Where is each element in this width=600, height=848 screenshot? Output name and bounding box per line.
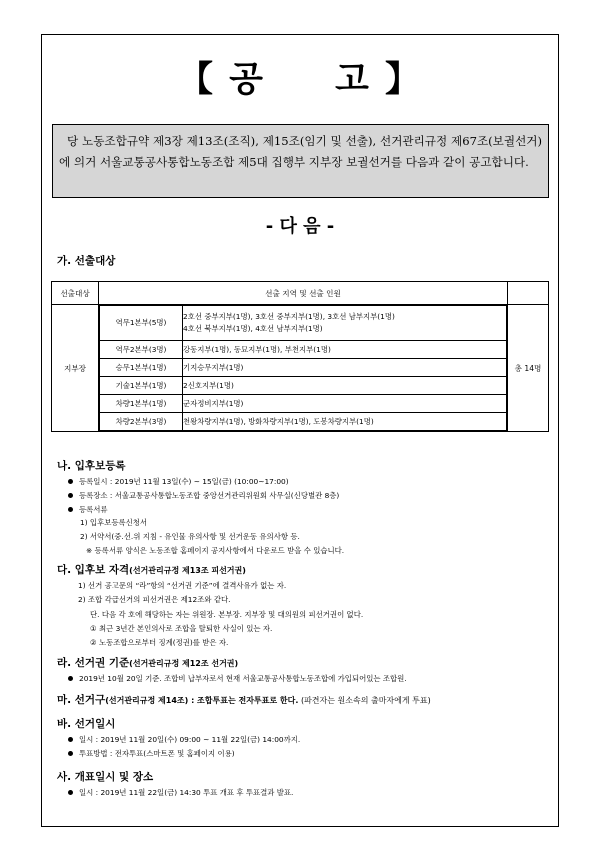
unit-cell: 역무1본부(5명) (100, 306, 183, 341)
table-header-area: 선출 지역 및 선출 인원 (99, 282, 508, 305)
region-cell: 2신호지부(1명) (183, 377, 507, 395)
area-cell (99, 305, 508, 432)
title-right: 고 】 (335, 60, 422, 100)
table-row (100, 377, 507, 395)
target-cell: 지부장 (52, 305, 99, 432)
area-inner-table (99, 305, 507, 431)
list-item: 등록서류 (68, 504, 108, 516)
section-heading: - 다 음 - (265, 216, 335, 237)
list-item: 일시 : 2019년 11월 22일(금) 14:30 투표 개표 후 투표결과 발표. (68, 787, 293, 799)
bullet-icon (68, 479, 73, 484)
section-a-title: 가. 선출대상 (57, 255, 116, 267)
list-item: 2) 조합 각급선거의 피선거권은 제12조와 같다. (78, 595, 231, 604)
intro-box (52, 124, 549, 198)
section-e-title: 마. 선거구(선거관리규정 제14조) : 조합투표는 전자투표로 한다. (파견자는 원소속의 출마자에게 투표) (57, 694, 431, 706)
section-f-title: 바. 선거일시 (57, 718, 116, 730)
list-item: 1) 선거 공고문의 “라”항의 “선거권 기준”에 결격사유가 없는 자. (78, 581, 287, 590)
notice-title (0, 58, 600, 102)
region-line: 4호선 북부지부(1명), 4호선 남부지부(1명) (183, 324, 323, 333)
list-item: 1) 입후보등록신청서 (80, 518, 148, 527)
list-item: 2) 서약서(중.선.위 지침 - 유인물 유의사항 및 선거운동 유의사항 등. (80, 532, 300, 541)
list-item: 2019년 10월 20일 기준. 조합비 납부자로서 현재 서울교통공사통합노동조합에 가입되어있는 조합원. (68, 673, 407, 685)
list-item: 단. 다음 각 호에 해당하는 자는 위원장. 본부장. 지부장 및 대의원의 피선거권이 없다. (90, 610, 364, 619)
bullet-icon (68, 790, 73, 795)
unit-cell: 차량2본부(3명) (100, 413, 183, 431)
table-row (100, 413, 507, 431)
bullet-icon (68, 737, 73, 742)
list-item: 등록장소 : 서울교통공사통합노동조합 중앙선거관리위원회 사무실(신당별관 8층) (68, 490, 339, 502)
section-b-title: 나. 입후보등록 (57, 460, 126, 472)
bullet-icon (68, 507, 73, 512)
total-cell: 총 14명 (508, 305, 549, 432)
unit-cell: 차량1본부(1명) (100, 395, 183, 413)
section-d-title: 라. 선거권 기준(선거관리규정 제12조 선거권) (57, 657, 239, 669)
list-item: 일시 : 2019년 11월 20일(수) 09:00 ~ 11월 22일(금) 14:00까지. (68, 734, 300, 746)
region-line: 2호선 중부지부(1명), 3호선 중부지부(1명), 3호선 남부지부(1명) (183, 312, 395, 321)
list-item: 등록일시 : 2019년 11월 13일(수) ~ 15일(금) (10:00~17:00) (68, 476, 289, 488)
list-item: ① 최근 3년간 본인의사로 조합을 탈퇴한 사실이 있는 자. (90, 624, 273, 633)
unit-cell: 역무2본부(3명) (100, 341, 183, 359)
section-c-title: 다. 입후보 자격(선거관리규정 제13조 피선거권) (57, 564, 246, 576)
table-row (100, 306, 507, 341)
bullet-icon (68, 751, 73, 756)
title-left: 【 공 (178, 60, 265, 100)
region-cell: 기지승무지부(1명) (183, 359, 507, 377)
region-cell: 강동지부(1명), 동묘지부(1명), 부천지부(1명) (183, 341, 507, 359)
table-header-blank (508, 282, 549, 305)
bullet-icon (68, 676, 73, 681)
list-item: ② 노동조합으로부터 징계(정권)를 받은 자. (90, 638, 229, 647)
table-row (100, 341, 507, 359)
list-item: 투표방법 : 전자투표(스마트폰 및 홈페이지 이용) (68, 748, 235, 760)
table-header-target: 선출대상 (52, 282, 99, 305)
unit-cell: 기술1본부(1명) (100, 377, 183, 395)
table-row (100, 359, 507, 377)
unit-cell: 승무1본부(1명) (100, 359, 183, 377)
table-row (100, 395, 507, 413)
region-cell (183, 306, 507, 341)
candidate-table (51, 281, 549, 432)
section-g-title: 사. 개표일시 및 장소 (57, 771, 154, 783)
region-cell: 군자정비지부(1명) (183, 395, 507, 413)
list-item: ※ 등록서류 양식은 노동조합 홈페이지 공지사항에서 다운로드 받을 수 있습니다. (86, 546, 345, 555)
region-cell: 천왕차량지부(1명), 방화차량지부(1명), 도봉차량지부(1명) (183, 413, 507, 431)
bullet-icon (68, 493, 73, 498)
intro-text: 당 노동조합규약 제3장 제13조(조직), 제15조(임기 및 선출), 선거관리규정 제67조(보궐선거)에 의거 서울교통공사통합노동조합 제5대 집행부 지부장 보궐선거를 다음과 같이 공고합니다. (59, 134, 542, 169)
